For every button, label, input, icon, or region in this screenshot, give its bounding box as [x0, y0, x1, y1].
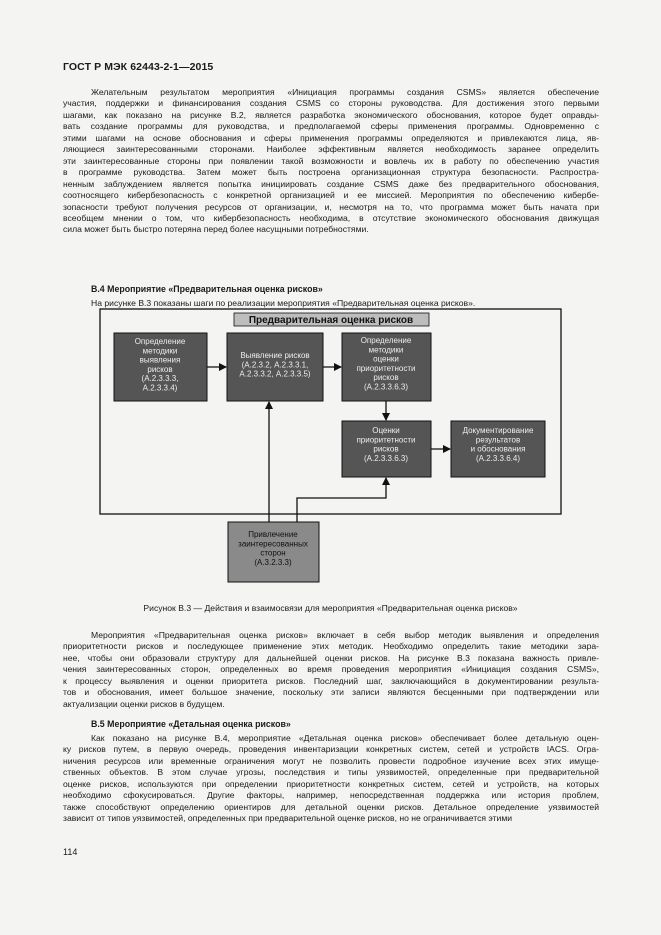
text-line: чения заинтересованных сторон, определенных во время проведения мероприятия «Инициация создания CSMS», — [63, 664, 599, 675]
diagram-box-line: и обоснования — [470, 444, 526, 454]
diagram-box-line: рисков — [373, 373, 399, 383]
text-line: необходимо сфокусироваться. Другие факторы, например, непосредственная поддержка или история проблем, — [63, 790, 599, 801]
diagram-title: Предварительная оценка рисков — [248, 315, 414, 326]
text-line: актуализации оценки рисков в будущем. — [63, 698, 225, 709]
box-documentation — [451, 421, 545, 477]
text-line: Желательным результатом мероприятия «Инициация программы создания CSMS» является обеспечение — [91, 87, 599, 97]
diagram-box-line: Определение — [360, 336, 412, 345]
text-line: этими шагами на основе обоснования и сферы применения программы определяются и привлекаются лица, яв- — [63, 132, 599, 143]
diagram-box-line: (А.2.3.3.6.4) — [475, 453, 521, 463]
section-b4-intro: На рисунке В.3 показаны шаги по реализации мероприятия «Предварительная оценка рисков». — [91, 298, 476, 308]
text-line: оценке рисков, используются при определении приоритетности конкретных систем, сетей и устройств, на которых — [63, 778, 599, 789]
diagram-box-line: приоритетности — [356, 435, 416, 445]
text-line: сила может быть быстро потеряна перед более насущными потребностями. — [63, 224, 369, 235]
diagram-box-line: результатов — [475, 435, 521, 445]
diagram-box-line: (А.2.3.3.6.3) — [363, 382, 409, 392]
diagram-box-line: выявления — [139, 355, 181, 365]
diagram-box-line: рисков — [147, 364, 173, 374]
text-line: приоритетности рисков и последующее применение этих методик. Необходимо определить такие методики зара- — [63, 641, 599, 652]
diagram-box-line: Привлечение — [248, 530, 298, 539]
text-line: также способствуют определению ориентиров для детальной оценки рисков. Детальное определение уязвимостей — [63, 801, 599, 812]
figure-caption: Рисунок В.3 — Действия и взаимосвязи для мероприятия «Предварительная оценка рисков» — [143, 603, 518, 613]
text-line: в программе руководства. Затем может быть построена организационная структура безопасности. Распростра- — [63, 167, 599, 178]
text-line: Мероприятия «Предварительная оценка рисков» включает в себя выбор методик выявления и определения — [91, 630, 599, 640]
text-line: ничения ресурсов или временные ограничения могут не позволить провести подробное изучение всех этих имуще- — [63, 755, 599, 766]
diagram-box-line: (А.2.3.3.6.3) — [363, 453, 409, 463]
diagram-box-line: рисков — [373, 444, 399, 454]
diagram-box-line: Выявление рисков — [240, 351, 310, 360]
diagram-box-line: оценки — [373, 354, 399, 364]
text-line: тов и обоснования, имеет большое значение, поскольку эти записи являются бесценными при подтверждении или — [63, 687, 599, 698]
box-stakeholder-engagement — [228, 522, 319, 582]
text-line: соотносящего кибербезопасность с конкретной организацией и ее миссией. Мероприятия по обеспечению кибербе- — [63, 190, 599, 201]
text-line: вать создание программы для руководства, и предполагаемой сферы применения программы. Одновременно с — [63, 121, 599, 132]
arrow-6-4 — [297, 478, 386, 522]
diagram-box-line: приоритетности — [356, 363, 416, 373]
page-header: ГОСТ Р МЭК 62443-2-1—2015 — [63, 61, 214, 73]
diagram-box-line: заинтересованных — [238, 539, 308, 549]
diagram-box-line: Определение — [134, 337, 186, 346]
diagram-box-line: (А.2.3.3.3, — [141, 374, 179, 384]
page-number: 114 — [63, 847, 78, 857]
diagram-box-line: (А.3.2.3.3) — [254, 557, 292, 567]
text-line: к процессу выявления и оценки приоритета рисков. Последний шаг, заключающийся в документировании результа- — [63, 675, 599, 686]
box-risk-prioritization — [342, 421, 431, 477]
text-line: нее, чтобы они образовали структуру для дальнейшей оценки рисков. На рисунке В.3 показана важность привле- — [63, 652, 599, 663]
diagram-box-line: сторон — [260, 548, 286, 558]
diagram-box-line: Документирование — [462, 426, 534, 435]
text-line: ку рисков путем, в первую очередь, проведения инвентаризации конкретных систем, сетей и устройств IACS. Огра- — [63, 744, 599, 755]
text-line: Как показано на рисунке В.4, мероприятие «Детальная оценка рисков» обеспечивает более детальную оцен- — [91, 733, 599, 743]
diagram-box-label — [239, 351, 310, 379]
text-line: эти заинтересованные стороны при появлении такой возможности и вовлечь их в работу по обеспечению участия — [63, 155, 599, 166]
text-line: ляющиеся заинтересованными сторонами. Наиболее эффективным является необходимость заранее определить — [63, 144, 599, 155]
box-risk-identification-method — [114, 333, 207, 401]
diagram-box-line: методики — [142, 346, 178, 356]
diagram-box-line: А.2.3.3.4) — [142, 383, 178, 393]
diagram-box-line: (А.2.3.2, А.2.3.3.1, — [241, 360, 309, 370]
diagram-box-line: Оценки — [372, 426, 400, 435]
text-line: всеобщем мнении о том, что кибербезопасность необходима, в отсутствие экономического обоснования движущая — [63, 212, 599, 223]
section-heading-b4: В.4 Мероприятие «Предварительная оценка рисков» — [91, 284, 323, 294]
text-line: ственных объектов. В этом случае угрозы, последствия и типы уязвимостей, определенные при предварительной — [63, 767, 599, 778]
section-heading-b5: В.5 Мероприятие «Детальная оценка рисков» — [91, 719, 291, 729]
diagram-box-label — [356, 336, 415, 392]
text-line: зопасности требуют получения ресурсов от организации, и, несмотря на то, что программа может быть начата при — [63, 201, 599, 212]
text-line: ненным заблуждением является попытка инициировать создание CSMS даже без предварительного обоснования, — [63, 178, 599, 189]
box-prioritization-method — [342, 333, 431, 401]
box-risk-identification — [227, 333, 323, 401]
diagram-box-line: методики — [368, 345, 404, 355]
text-line: зависит от типов уязвимостей, определенных при предварительной оценке рисков, но не ограничивается этими — [63, 813, 513, 824]
text-line: участия, поддержки и финансирования создания CSMS со стороны руководства. Для достижения этого первыми — [63, 98, 599, 109]
risk-assessment-diagram — [99, 308, 562, 593]
text-line: шагами, как показано на рисунке В.2, является разработка экономического обоснования, которое будет оправды- — [63, 109, 599, 120]
diagram-box-line: А.2.3.3.2, А.2.3.3.5) — [239, 369, 311, 379]
